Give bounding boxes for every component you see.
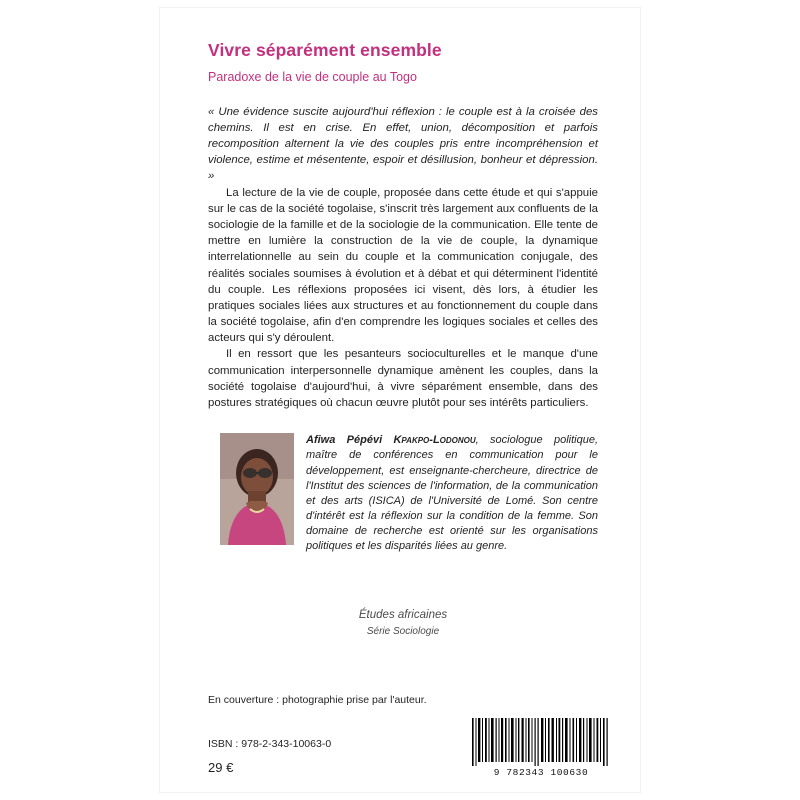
cover-content xyxy=(208,40,598,637)
author-portrait xyxy=(220,433,294,545)
collection-block xyxy=(208,609,598,637)
book-title: Vivre séparément ensemble xyxy=(208,40,442,60)
collection-name: Études africaines xyxy=(358,608,448,621)
author-bio-description: , sociologue politique, maître de conférences en communication pour le développement, est enseignante-chercheure, directrice de l'Institut des sciences de l'information, de la communication et des arts (ISICA) de l'Université de Lomé. Son centre d'intérêt est la réflexion sur la condition de la femme. Son domaine de recherche est orienté sur les organisations politiques et les disparités liées au genre. xyxy=(306,434,599,553)
barcode-bars xyxy=(470,718,612,766)
blurb-paragraph-2: La lecture de la vie de couple, proposée dans cette étude et qui s'appuie sur le cas de la société togolaise, s'inscrit très largement aux confluents de la sociologie de la famille et de la sociologie de la communication. Elle tente de mettre en lumière la construction de la vie de couple, la dynamique interrelationnelle au sein du couple et la communication conjugale, des réalités sociales soumises à évolution et à débat et qui déterminent l'identité du couple. Les réflexions proposées ici visent, dès lors, à étudier les pratiques sociales liées aux structures et au fonctionnement du couple dans la société togolaise, afin d'en comprendre les logiques sociales et celles des acteurs qui s'y déroulent. xyxy=(208,186,598,345)
book-subtitle: Paradoxe de la vie de couple au Togo xyxy=(208,70,417,84)
blurb-paragraph-3: Il en ressort que les pesanteurs socioculturelles et le manque d'une communication interpersonnelle dynamique amènent les couples, dans la société togolaise d'aujourd'hui, à vivre séparément ensemble, dans des postures stratégiques où chacun œuvre plutôt pour ses intérêts particuliers. xyxy=(208,348,598,409)
author-bio-text xyxy=(306,433,598,554)
blurb-paragraph-quote: « Une évidence suscite aujourd'hui réflexion : le couple est à la croisée des chemins. Il est en crise. En effet, union, décomposition et parfois recomposition alternent la vie des couples pris entre incompréhension et violence, estime et mésentente, espoir et désillusion, bonheur et dépression. » xyxy=(208,105,598,183)
cover-credit: En couverture : photographie prise par l'auteur. xyxy=(208,694,427,706)
author-first-name: Afiwa Pépévi xyxy=(306,434,383,447)
series-name: Série Sociologie xyxy=(366,625,440,637)
back-cover xyxy=(160,8,640,792)
barcode xyxy=(466,714,616,780)
blurb xyxy=(208,104,598,412)
author-bio-block xyxy=(208,433,598,554)
author-last-name: Kpakpo-Lodonou xyxy=(393,434,476,447)
isbn-text: ISBN : 978-2-343-10063-0 xyxy=(208,738,332,750)
price-text: 29 € xyxy=(208,760,234,775)
barcode-number: 9 782343 100630 xyxy=(493,767,589,778)
